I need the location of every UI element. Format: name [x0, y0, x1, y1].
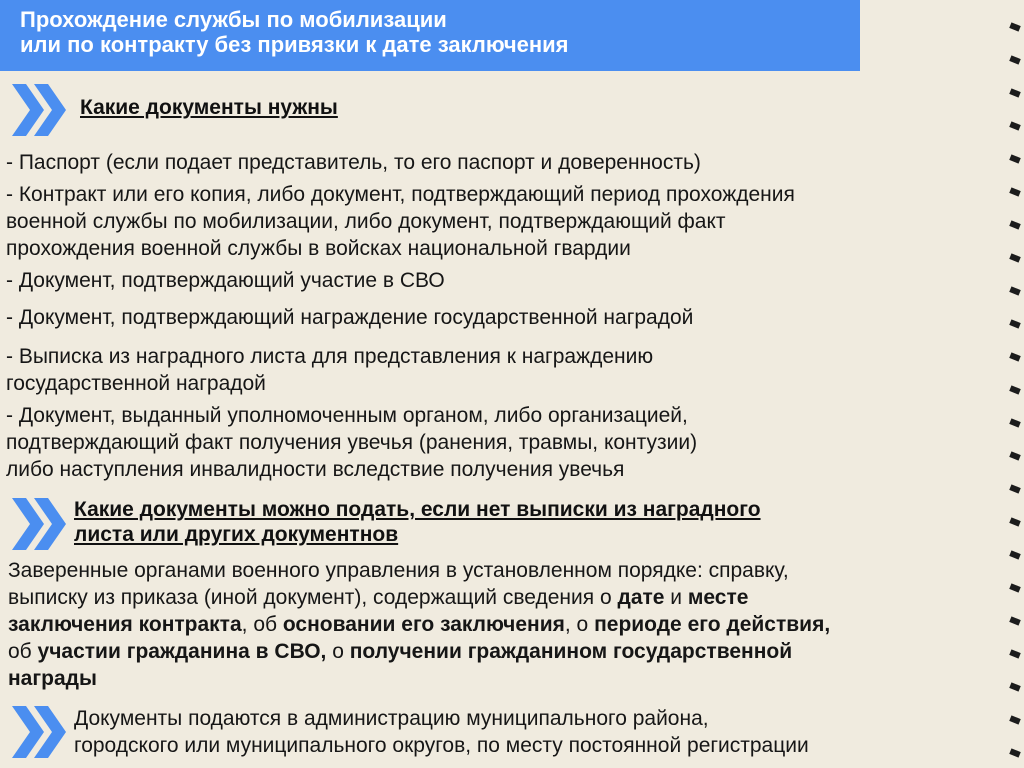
double-chevron-icon — [10, 704, 70, 760]
double-chevron-icon — [10, 82, 70, 138]
dashed-border — [1010, 24, 1024, 768]
submission-note: Документы подаются в администрацию муниципального района, городского или муниципального округов, по месту постоянной регистрации — [74, 707, 809, 757]
section-heading-alternatives-line-2: листа или других документнов — [74, 523, 399, 546]
list-item: - Документ, выданный уполномоченным органом, либо организацией, подтверждающий факт получения увечья (ранения, травмы, контузии) либо наступления инвалидности вследствие получения увечья — [6, 404, 698, 481]
title-line-2: или по контракту без привязки к дате заключения — [20, 32, 569, 57]
list-item: - Выписка из наградного листа для представления к награждению государственной наградой — [6, 345, 654, 395]
double-chevron-icon — [10, 496, 70, 552]
list-item: - Контракт или его копия, либо документ, подтверждающий период прохождения военной службы по мобилизации, либо документ, подтверждающий факт прохождения военной службы в войсках национальной гвардии — [6, 183, 795, 260]
list-item: - Документ, подтверждающий участие в СВО — [6, 269, 445, 292]
list-item: - Документ, подтверждающий награждение государственной наградой — [6, 306, 694, 329]
section-heading-documents: Какие документы нужны — [80, 96, 338, 119]
title-line-1: Прохождение службы по мобилизации — [20, 7, 447, 32]
section-heading-alternatives-line-1: Какие документы можно подать, если нет выписки из наградного — [74, 498, 761, 521]
alternatives-paragraph: Заверенные органами военного управления в установленном порядке: справку, выписку из приказа (иной документ), содержащий сведения о дате и месте заключения контракта, об основании его заключения, о периоде его действия, об участии гражданина в СВО, о получении гражданином государственной награды — [8, 559, 831, 690]
list-item: - Паспорт (если подает представитель, то его паспорт и доверенность) — [6, 151, 701, 174]
title-banner — [0, 0, 860, 71]
